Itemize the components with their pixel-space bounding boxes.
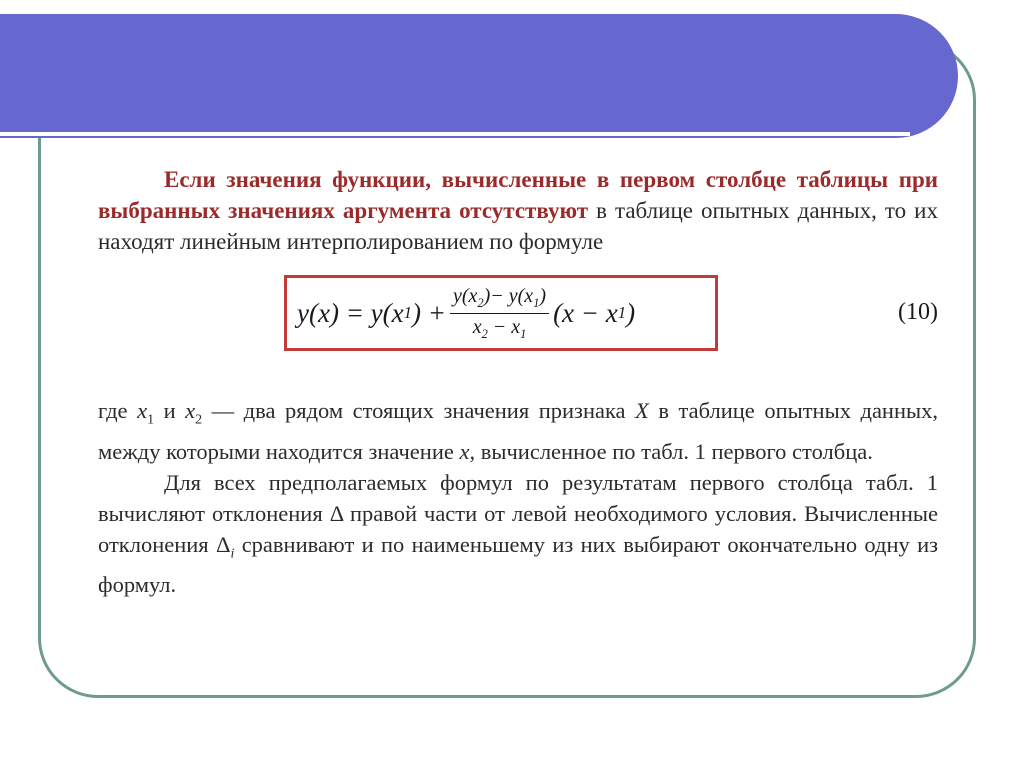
fraction-numerator: $y(x_2)- y(x_1)$ [450, 285, 549, 314]
deviation-paragraph: Для всех предполагаемых формул по результатам первого столбца табл. 1 вычисляют отклонения Δ правой части от левой необходимого условия. Вычисленные отклонения $\Delta_i$ сравнивают и по наименьшему из них выбирают окончательно одну из формул. [98, 469, 939, 597]
formula-row [98, 275, 938, 377]
explanation-block [98, 395, 938, 600]
interpolation-formula: y(x) = y(x 1 ) + $\frac{y(x_2)- y(x_1)}{x_2 - x_1}$ (x − x 1 ) [284, 275, 718, 351]
formula-fraction [450, 285, 549, 342]
equation-number: (10) [898, 299, 938, 325]
banner-divider [0, 132, 910, 136]
variables-paragraph: где $x_1$ и $x_2$ — два рядом стоящих значения признака X в таблице опытных данных, между которыми находится значение x, вычисленное по табл. 1 первого столбца. [98, 398, 938, 464]
fraction-denominator: $x_2 - x_1$ [472, 315, 527, 341]
title-banner [0, 14, 958, 138]
intro-rest-text: в таблице опытных данных, то их находят линейным интерполированием по формуле [98, 198, 938, 254]
highlighted-text: Если значения функции, вычисленные в первом столбце таблицы при выбранных значениях аргумента отсутствуют [98, 167, 938, 223]
slide-content [98, 164, 938, 600]
intro-paragraph [98, 164, 938, 257]
